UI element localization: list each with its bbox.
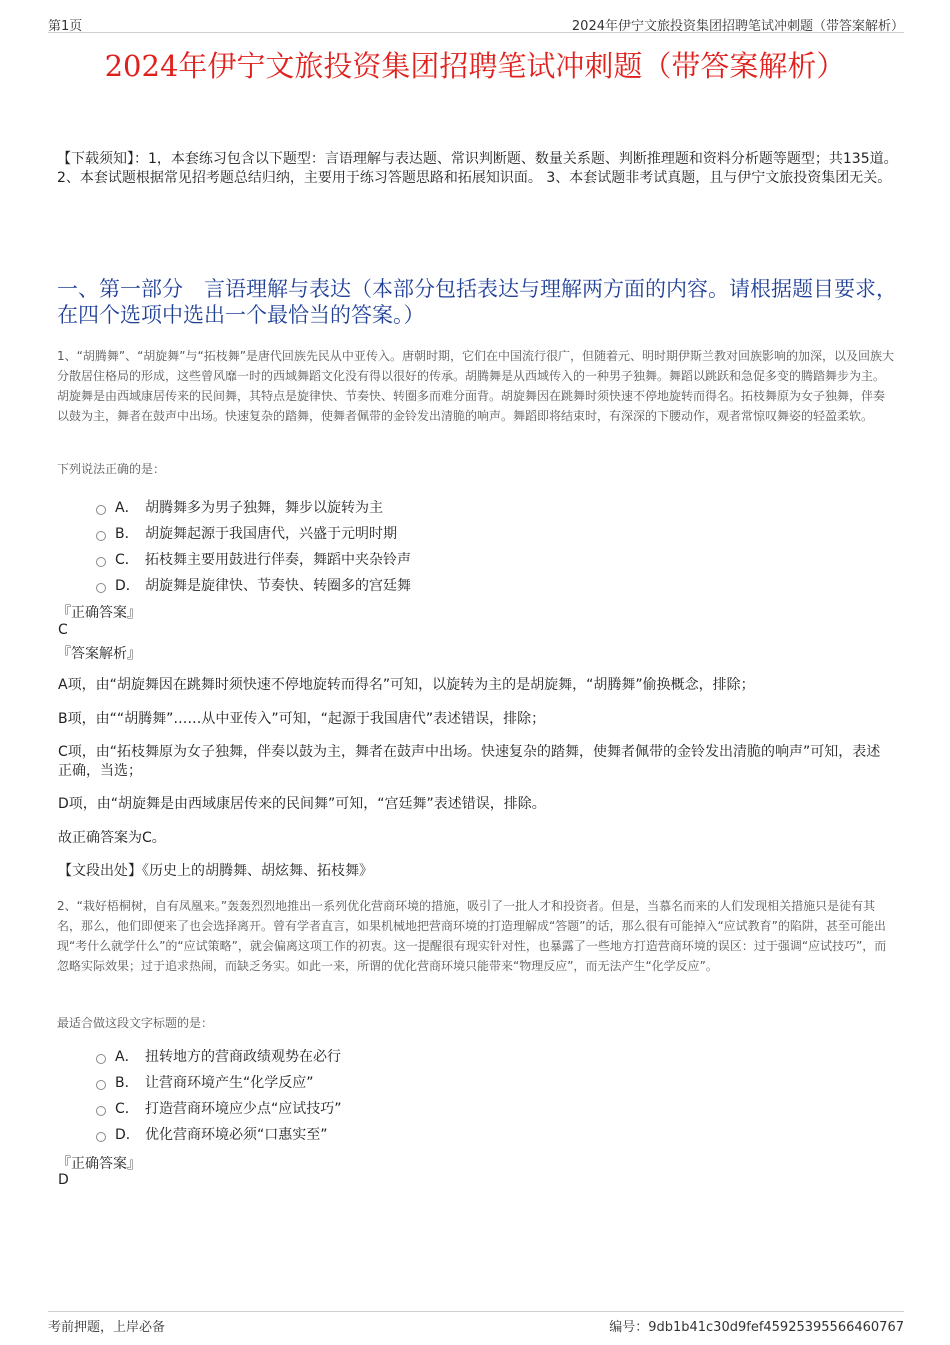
option-text: 胡旋舞起源于我国唐代，兴盛于元明时期: [145, 526, 397, 542]
answer-value: C: [58, 622, 68, 638]
header-doc-title: 2024年伊宁文旅投资集团招聘笔试冲刺题（带答案解析）: [571, 19, 904, 34]
option-key: C．: [115, 552, 139, 568]
section-heading: 一、第一部分 言语理解与表达（本部分包括表达与理解两方面的内容。请根据题目要求，在四个选项中选出一个最恰当的答案。）: [57, 277, 897, 327]
question-2-stem: 2、“栽好梧桐树，自有凤凰来。”轰轰烈烈地推出一系列优化营商环境的措施，吸引了一批人才和投资者。但是，当慕名而来的人们发现相关措施只是徒有其名，那么，他们即便来了也会选择离开。曾有学者直言，如果机械地把营商环境的打造理解成“答题”的话，那么很有可能掉入“应试教育”的陷阱，甚至可能出现“考什么就学什么”的“应试策略”，就会偏离这项工作的初衷。这一提醒很有现实针对性，也暴露了一些地方打造营商环境的误区：过于强调“应试技巧”，而忽略实际效果；过于追求热闹，而缺乏务实。如此一来，所谓的优化营商环境只能带来“物理反应”，而无法产生“化学反应”。: [57, 899, 887, 973]
option-key: A．: [115, 1049, 139, 1065]
footer-slogan: 考前押题，上岸必备: [48, 1320, 166, 1335]
radio-icon[interactable]: [96, 1132, 106, 1142]
option-key: D．: [115, 1127, 140, 1143]
analysis-c: C项，由“拓枝舞原为女子独舞，伴奏以鼓为主，舞者在鼓声中出场。快速复杂的踏舞，使舞者佩带的金铃发出清脆的响声”可知，表述正确，当选；: [58, 744, 881, 779]
question-1-stem: 1、“胡腾舞”、“胡旋舞”与“拓枝舞”是唐代回族先民从中亚传入。唐朝时期，它们在中国流行很广，但随着元、明时期伊斯兰教对回族影响的加深，以及回族大分散居住格局的形成，这些曾风靡一时的西域舞蹈文化没有得以很好的传承。胡腾舞是从西域传入的一种男子独舞。舞蹈以跳跃和急促多变的腾踏舞步为主。胡旋舞是由西域康居传来的民间舞，其特点是旋律快、节奏快、转圈多而难分面背。胡旋舞因在跳舞时须快速不停地旋转而得名。拓枝舞原为女子独舞，伴奏以鼓为主，舞者在鼓声中出场。快速复杂的踏舞，使舞者佩带的金铃发出清脆的响声。舞蹈即将结束时，有深深的下腰动作，观者常惊叹舞姿的轻盈柔软。: [57, 349, 894, 423]
question-1-options: [96, 494, 796, 598]
download-notice: 【下载须知】：1，本套练习包含以下题型：言语理解与表达题、常识判断题、数量关系题、判断推理题和资料分析题等题型；共135道。 2、本套试题根据常见招考题总结归纳，主要用于练习答题思路和拓展知识面。 3、本套试题非考试真题，且与伊宁文旅投资集团无关。: [57, 151, 898, 186]
page-footer: [48, 1311, 904, 1336]
option-d[interactable]: [96, 572, 796, 598]
option-text: 优化营商环境必须“口惠实至”: [145, 1127, 328, 1143]
option-key: C．: [115, 1101, 139, 1117]
question-1-prompt: 下列说法正确的是：: [57, 462, 166, 476]
analysis-b: B项，由““胡腾舞”……从中亚传入”可知，“起源于我国唐代”表述错误，排除；: [58, 711, 546, 727]
option-key: A．: [115, 500, 139, 516]
analysis-label: 『答案解析』: [57, 646, 141, 662]
option-c[interactable]: [96, 1095, 796, 1121]
question-2-options: [96, 1043, 796, 1147]
page-number: 第1页: [48, 19, 83, 34]
option-text: 胡旋舞是旋律快、节奏快、转圈多的宫廷舞: [145, 578, 411, 594]
option-text: 拓枝舞主要用鼓进行伴奏，舞蹈中夹杂铃声: [145, 552, 411, 568]
radio-icon[interactable]: [96, 1106, 106, 1116]
option-text: 胡腾舞多为男子独舞，舞步以旋转为主: [145, 500, 383, 516]
page-header: [48, 12, 904, 33]
option-a[interactable]: [96, 1043, 796, 1069]
option-c[interactable]: [96, 546, 796, 572]
option-d[interactable]: [96, 1121, 796, 1147]
answer-value: D: [58, 1172, 69, 1188]
radio-icon[interactable]: [96, 531, 106, 541]
radio-icon[interactable]: [96, 583, 106, 593]
option-b[interactable]: [96, 520, 796, 546]
option-key: D．: [115, 578, 140, 594]
option-b[interactable]: [96, 1069, 796, 1095]
analysis-a: A项，由“胡旋舞因在跳舞时须快速不停地旋转而得名”可知，以旋转为主的是胡旋舞，“胡腾舞”偷换概念，排除；: [58, 677, 755, 693]
radio-icon[interactable]: [96, 1054, 106, 1064]
question-2-prompt: 最适合做这段文字标题的是：: [57, 1016, 214, 1030]
option-key: B．: [115, 1075, 139, 1091]
document-title: 2024年伊宁文旅投资集团招聘笔试冲刺题（带答案解析）: [104, 49, 846, 83]
analysis-conclusion: 故正确答案为C。: [58, 830, 166, 846]
analysis-d: D项，由“胡旋舞是由西域康居传来的民间舞”可知，“宫廷舞”表述错误，排除。: [58, 796, 546, 812]
source-citation: 【文段出处】《历史上的胡腾舞、胡炫舞、拓枝舞》: [58, 863, 373, 879]
option-text: 让营商环境产生“化学反应”: [145, 1075, 314, 1091]
option-a[interactable]: [96, 494, 796, 520]
answer-label: 『正确答案』: [57, 605, 141, 621]
footer-serial: 编号：9db1b41c30d9fef4592539556646076​7: [609, 1320, 904, 1335]
answer-label: 『正确答案』: [57, 1156, 141, 1172]
option-key: B．: [115, 526, 139, 542]
radio-icon[interactable]: [96, 1080, 106, 1090]
option-text: 打造营商环境应少点“应试技巧”: [145, 1101, 342, 1117]
radio-icon[interactable]: [96, 505, 106, 515]
radio-icon[interactable]: [96, 557, 106, 567]
option-text: 扭转地方的营商政绩观势在必行: [145, 1049, 341, 1065]
